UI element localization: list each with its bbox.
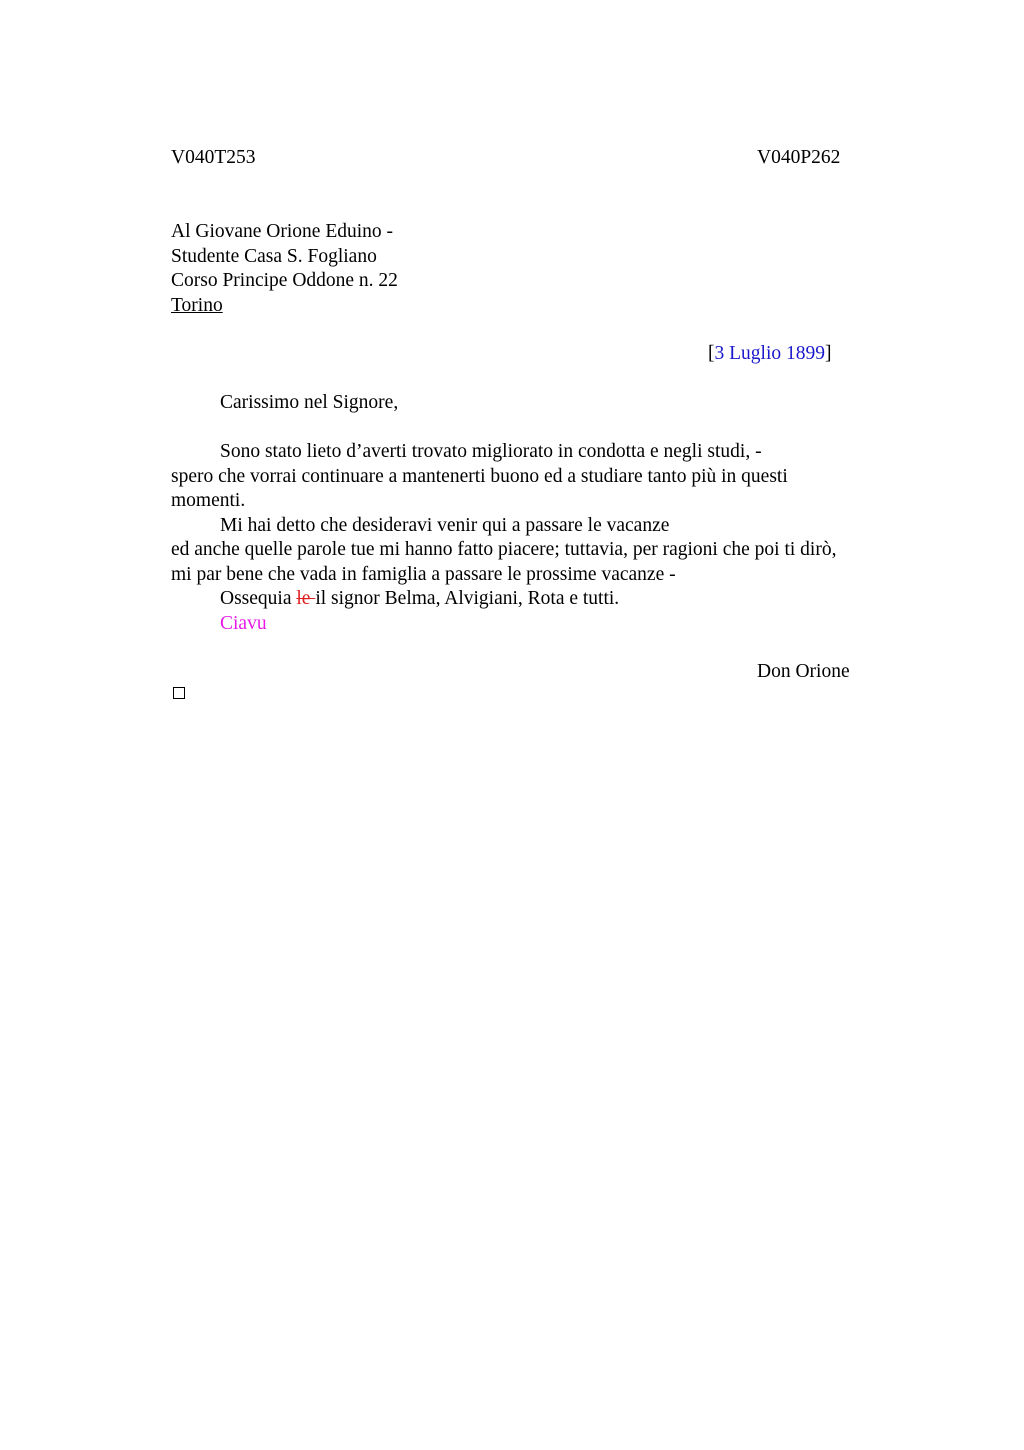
checkbox-square-icon [173, 687, 185, 699]
body-line: Sono stato lieto d’averti trovato migliorato in condotta e negli studi, - [220, 441, 762, 462]
document-code-right: V040P262 [757, 147, 841, 168]
signature: Don Orione [757, 661, 850, 682]
letter-body [171, 440, 891, 636]
address-line-recipient: Al Giovane Orione Eduino - [171, 221, 394, 242]
body-line: Mi hai detto che desideravi venir qui a passare le vacanze [220, 514, 670, 536]
body-line: spero che vorrai continuare a mantenerti buono ed a studiare tanto più in questi [171, 465, 788, 487]
address-line-residence: Studente Casa S. Fogliano [171, 245, 377, 267]
regards-text-before: Ossequia [220, 588, 297, 609]
body-line: momenti. [171, 490, 246, 511]
recipient-address [171, 220, 398, 318]
date-value: 3 Luglio 1899 [714, 343, 825, 364]
salutation: Carissimo nel Signore, [220, 392, 399, 413]
body-line-regards [171, 587, 891, 612]
letter-date [708, 342, 832, 366]
document-code-left: V040T253 [171, 147, 256, 168]
address-line-street: Corso Principe Oddone n. 22 [171, 270, 398, 291]
struck-word: le [296, 588, 316, 609]
address-line-city: Torino [171, 294, 223, 316]
body-line: ed anche quelle parole tue mi hanno fatto piacere; tuttavia, per ragioni che poi ti dirò, [171, 539, 837, 560]
regards-text-after: il signor Belma, Alvigiani, Rota e tutti. [315, 588, 620, 609]
closing-word: Ciavu [220, 612, 267, 634]
date-close-bracket: ] [825, 343, 832, 364]
date-open-bracket: [ [708, 343, 715, 364]
body-line: mi par bene che vada in famiglia a passare le prossime vacanze - [171, 563, 676, 585]
